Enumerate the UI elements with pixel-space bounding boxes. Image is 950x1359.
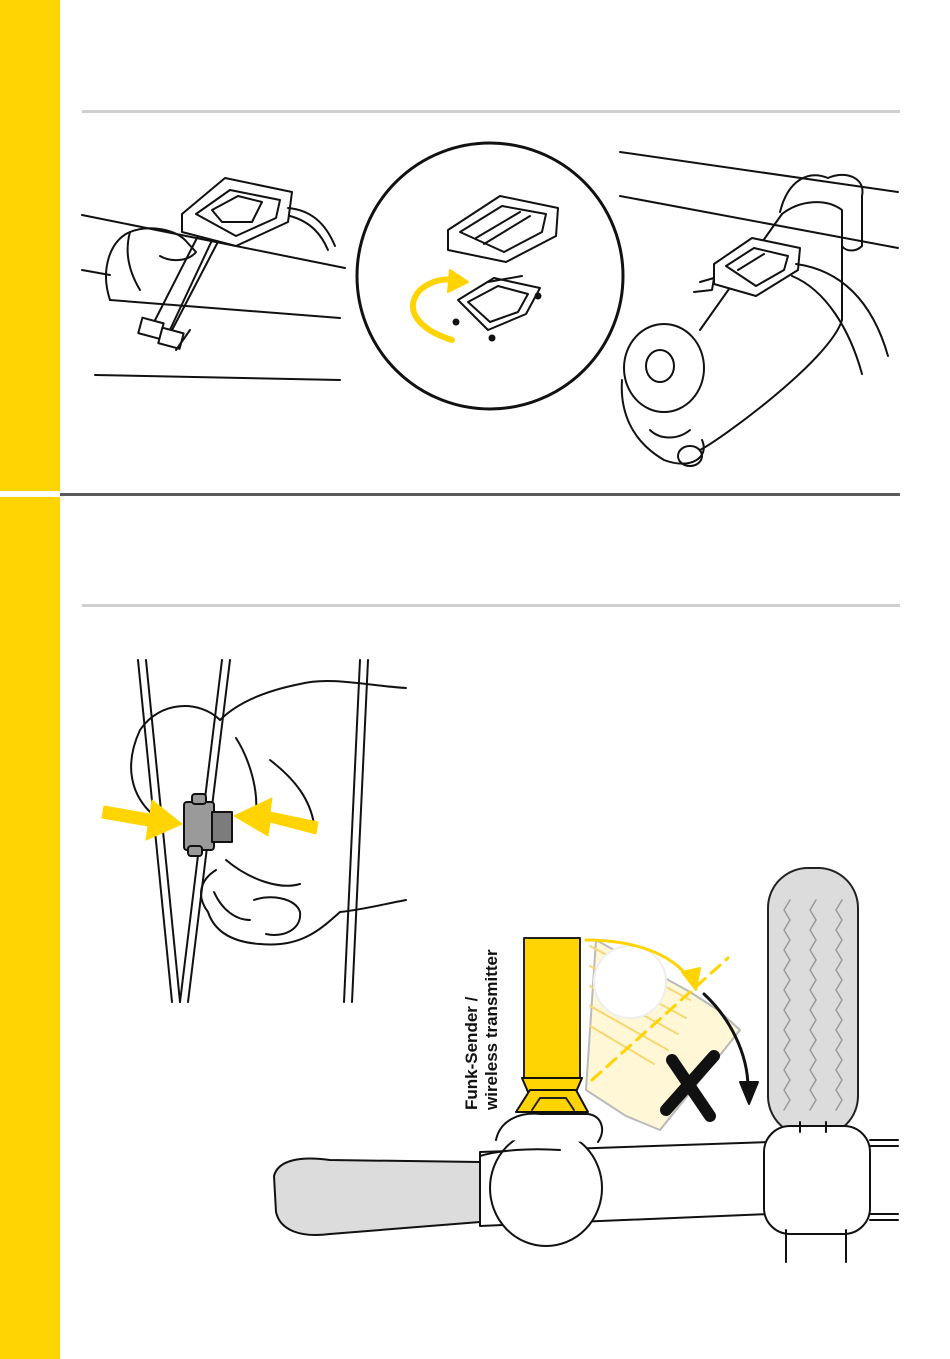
transmitter-label-line1: Funk-Sender / (462, 996, 481, 1110)
transmitter-label (462, 910, 502, 1110)
transmitter-label-line2: wireless transmitter (482, 949, 501, 1110)
spoke-magnet-illustration (102, 660, 406, 1002)
rotate-mount-illustration (357, 143, 623, 409)
mount-on-stem-illustration (620, 152, 898, 466)
transmitter-position-illustration (274, 868, 898, 1262)
mount-with-zip-ties-illustration (82, 178, 345, 380)
